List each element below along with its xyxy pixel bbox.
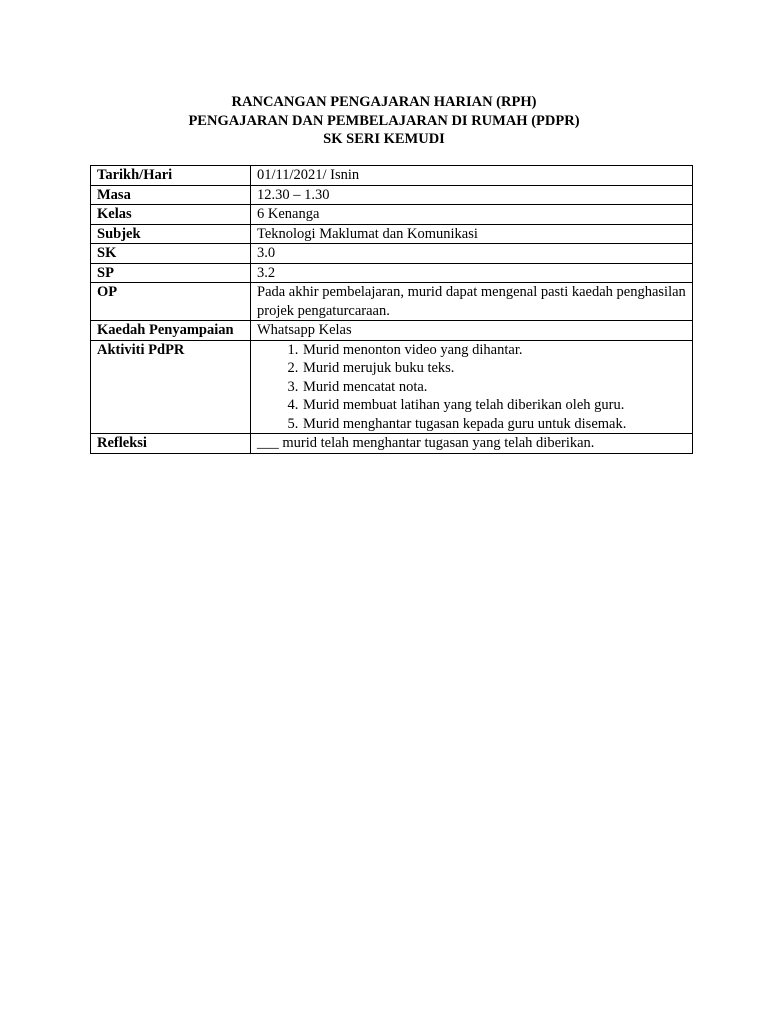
table-row-subjek bbox=[91, 224, 693, 244]
row-label: Kaedah Penyampaian bbox=[91, 321, 251, 341]
row-label: SK bbox=[91, 244, 251, 264]
row-value: 12.30 – 1.30 bbox=[251, 185, 693, 205]
row-label: Kelas bbox=[91, 205, 251, 225]
row-label: OP bbox=[91, 283, 251, 321]
table-row-kaedah bbox=[91, 321, 693, 341]
row-value: Whatsapp Kelas bbox=[251, 321, 693, 341]
rph-table bbox=[90, 165, 693, 454]
row-value: 6 Kenanga bbox=[251, 205, 693, 225]
row-label: Refleksi bbox=[91, 434, 251, 454]
row-label: Subjek bbox=[91, 224, 251, 244]
table-row-sk bbox=[91, 244, 693, 264]
table-row-kelas bbox=[91, 205, 693, 225]
row-label: Masa bbox=[91, 185, 251, 205]
row-label: Aktiviti PdPR bbox=[91, 340, 251, 434]
activity-list bbox=[257, 341, 686, 434]
header-title: RANCANGAN PENGAJARAN HARIAN (RPH) bbox=[231, 94, 537, 110]
table-row-refleksi bbox=[91, 434, 693, 454]
document-header bbox=[0, 93, 768, 149]
table-row-aktiviti bbox=[91, 340, 693, 434]
activity-list-cell bbox=[251, 340, 693, 434]
row-value: ___ murid telah menghantar tugasan yang telah diberikan. bbox=[251, 434, 693, 454]
list-item: 3. Murid mencatat nota. bbox=[302, 378, 686, 397]
row-value: Teknologi Maklumat dan Komunikasi bbox=[251, 224, 693, 244]
row-value: 3.0 bbox=[251, 244, 693, 264]
row-label: SP bbox=[91, 263, 251, 283]
table-row-masa bbox=[91, 185, 693, 205]
row-value: 01/11/2021/ Isnin bbox=[251, 166, 693, 186]
table-row-op bbox=[91, 283, 693, 321]
row-value: Pada akhir pembelajaran, murid dapat mengenal pasti kaedah penghasilan projek pengaturcaraan. bbox=[251, 283, 693, 321]
list-item: 5. Murid menghantar tugasan kepada guru untuk disemak. bbox=[302, 415, 686, 434]
header-school: SK SERI KEMUDI bbox=[323, 131, 445, 147]
list-item: 2. Murid merujuk buku teks. bbox=[302, 359, 686, 378]
list-item: 4. Murid membuat latihan yang telah diberikan oleh guru. bbox=[302, 396, 686, 415]
row-label: Tarikh/Hari bbox=[91, 166, 251, 186]
list-item: 1. Murid menonton video yang dihantar. bbox=[302, 341, 686, 360]
header-subtitle: PENGAJARAN DAN PEMBELAJARAN DI RUMAH (PDPR) bbox=[188, 112, 580, 129]
table-row-tarikh bbox=[91, 166, 693, 186]
table-row-sp bbox=[91, 263, 693, 283]
row-value: 3.2 bbox=[251, 263, 693, 283]
